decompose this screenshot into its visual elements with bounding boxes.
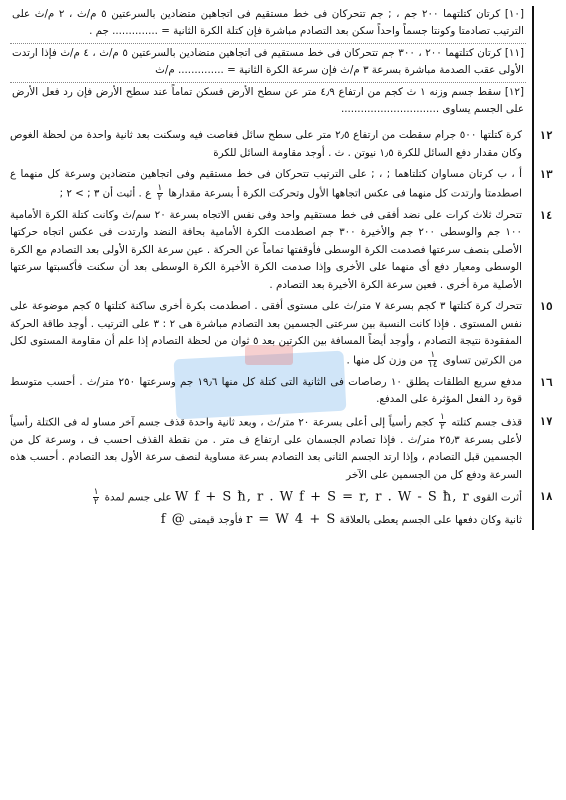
question-text: أثرت القوى <box>473 491 522 504</box>
fraction-denominator: ١٤ <box>428 359 438 370</box>
fraction-denominator: ٢ <box>93 497 99 507</box>
question-17 <box>10 411 553 485</box>
fraction-numerator: ١ <box>157 182 163 193</box>
question-16 <box>10 374 553 409</box>
question-number: ١٨ <box>539 490 553 503</box>
question-tail: كجم رأسياً إلى أعلى بسرعة ٢٠ متر/ث ، وبعد ثانية واحدة قذف جسم آخر مساو له فى الكتلة رأسياً لأعلى بسرعة ٢٥٫٣ متر/ث . فإذا تصادم الجسمان على ارتفاع ف متر . من نقطة القذف احسب ف ، وسرعة كل من الجسمين قبل التصادم ، وإذا ارتد الجسم الثانى بعد التصادم بسرعة مساوية لنصف سرعة الأول بعد التصادم . أحسب هذه السرعة ودفع كل من الجسمين على الآخر <box>10 416 522 481</box>
question-text: تتحرك ثلاث كرات على نضد أفقى فى خط مستقيم واحد وفى نفس الاتجاه بسرعة ٢٠ سم/ث وكانت كتلة الكرة الأمامية ١٠٠ جم والوسطى ٢٠٠ جم والأخيرة ٣٠٠ جم اصطدمت الكرة الأمامية بحافة النضد وارتدت فى عكس اتجاه حركتها الأصلى بنصف سرعتها فصدمت الكرة الوسطى فأوقفتها تماماً عن الحركة . عين سرعة الكرة الأولى بعد التصادم مع الكرة الوسطى ومعيار دفع أى منهما على الأخرى وإذا صدمت الكرة الأخيرة الكرة الوسطى بعد أن سكنت فأكسبتها سرعتها الأصلية مرة أخرى . فعين سرعة الكرة الأخيرة بعد التصادم . <box>10 208 522 291</box>
question-number: ١٣ <box>539 168 553 181</box>
sub-item-11: [١١] كرتان كتلتهما ٢٠٠ ، ٣٠٠ جم تتحركان فى خط مستقيم فى اتجاهين متضادين بالسرعتين ٥ م/ث ، ٤ م/ث فإذا ارتدت الأولى عقب الصدمة مباشرة بسرعة ٣ م/ث فإن سرعة الكرة الثانية = .............. م/ث <box>10 45 526 83</box>
question-number: ١٥ <box>539 300 553 313</box>
question-text: كرة كتلتها ٥٠٠ جرام سقطت من ارتفاع ٢٫٥ متر على سطح سائل فغاصت فيه وسكنت بعد ثانية واحدة من لحظة الغوص وكان مقدار دفع السائل للكرة ١٫٥ نيوتن . ث . أوجد مقاومة السائل للكرة <box>10 129 522 159</box>
question-text: أ ، ب كرتان مساوان كتلتاهما ; ، ; على الترتيب تتحركان فى خط مستقيم وفى اتجاهين متضادين وسرعة كل منهما ع اصطدمتا وارتدت كل منهما فى عكس اتجاهها الأول وتحركت الكرة أ بسرعة مقدارها <box>10 168 522 199</box>
continued-tail: فأوجد قيمتى <box>189 514 243 526</box>
fraction <box>157 184 164 203</box>
forces-equation: W f + S ħ, r . W f + S = r, r . W - S ħ, r <box>174 489 470 505</box>
question-18 <box>10 487 553 507</box>
fraction <box>428 351 437 370</box>
question-13 <box>10 166 553 203</box>
fraction-denominator: ٢ <box>157 192 163 203</box>
fraction-denominator: ٢ <box>440 421 445 432</box>
question-tail: على جسم لمدة <box>104 491 172 504</box>
fraction <box>93 488 100 507</box>
question-tail: ع . أثبت أن ٣ ; > ٢ ; <box>59 187 152 199</box>
question-number: ١٤ <box>539 208 553 222</box>
impulse-equation: r = W 4 + S <box>246 512 337 527</box>
fraction <box>439 413 446 432</box>
sub-item-12: [١٢] سقط جسم وزنه ١ ث كجم من ارتفاع ٤٫٩ متر عن سطح الأرض فسكن تماماً عند سطح الأرض فإن رد فعل الأرض على الجسم يساوى .............................. <box>12 86 524 115</box>
question-text: تتحرك كرة كتلتها ٣ كجم بسرعة ٧ متر/ث على مستوى أفقى . اصطدمت بكرة أخرى ساكنة كتلتها ٥ كجم موضوعة على نفس المستوى . فإذا كانت النسبة بين سرعتى الجسمين بعد التصادم مباشرة هى ٢ : ٣ على الترتيب . أوجد طاقة الحركة المفقودة نتيجة التصادم ، وأوجد أيضاً المسافة بين الكرتين بعد ٥ ثوان من لحظة التصادم إذا علم أن مقاومة المستوى لكل من الكرتين تساوى <box>10 300 522 366</box>
question-number: ١٢ <box>539 129 553 142</box>
fraction-numerator: ١ <box>428 351 437 361</box>
question-number: ١٦ <box>539 375 553 389</box>
question-tail: من وزن كل منها . <box>346 354 423 366</box>
content-frame <box>10 6 553 530</box>
question-number: ١٧ <box>539 414 553 428</box>
continued-text: ثانية وكان دفعها على الجسم يعطى بالعلاقة <box>339 514 522 526</box>
sub-item-10: [١٠] كرتان كتلتهما ٢٠٠ جم ، ; جم تتحركان فى خط مستقيم فى اتجاهين متضادين بالسرعتين ٥ م/ث ، ٢ م/ث على الترتيب تصادمتا وكونتا جسماً واحداً سكن بعد التصادم مباشرة فإن كتلة الكرة الثانية = .............. جم . <box>10 6 526 44</box>
fraction-numerator: ١ <box>440 411 445 422</box>
question-12 <box>10 127 553 162</box>
fraction-numerator: ١ <box>93 487 99 497</box>
question-14 <box>10 207 553 295</box>
question-text: قذف جسم كتلته <box>451 416 522 428</box>
question-15 <box>10 298 553 370</box>
question-text: مدفع سريع الطلقات يطلق ١٠ رصاصات فى الثانية التى كتلة كل منها ١٩٫٦ جم وسرعتها ٢٥٠ متر/ث . أحسب متوسط قوة رد الفعل المؤثرة على المدفع. <box>10 375 522 405</box>
question-18-continued <box>10 511 526 530</box>
unknowns: f @ <box>160 512 186 527</box>
